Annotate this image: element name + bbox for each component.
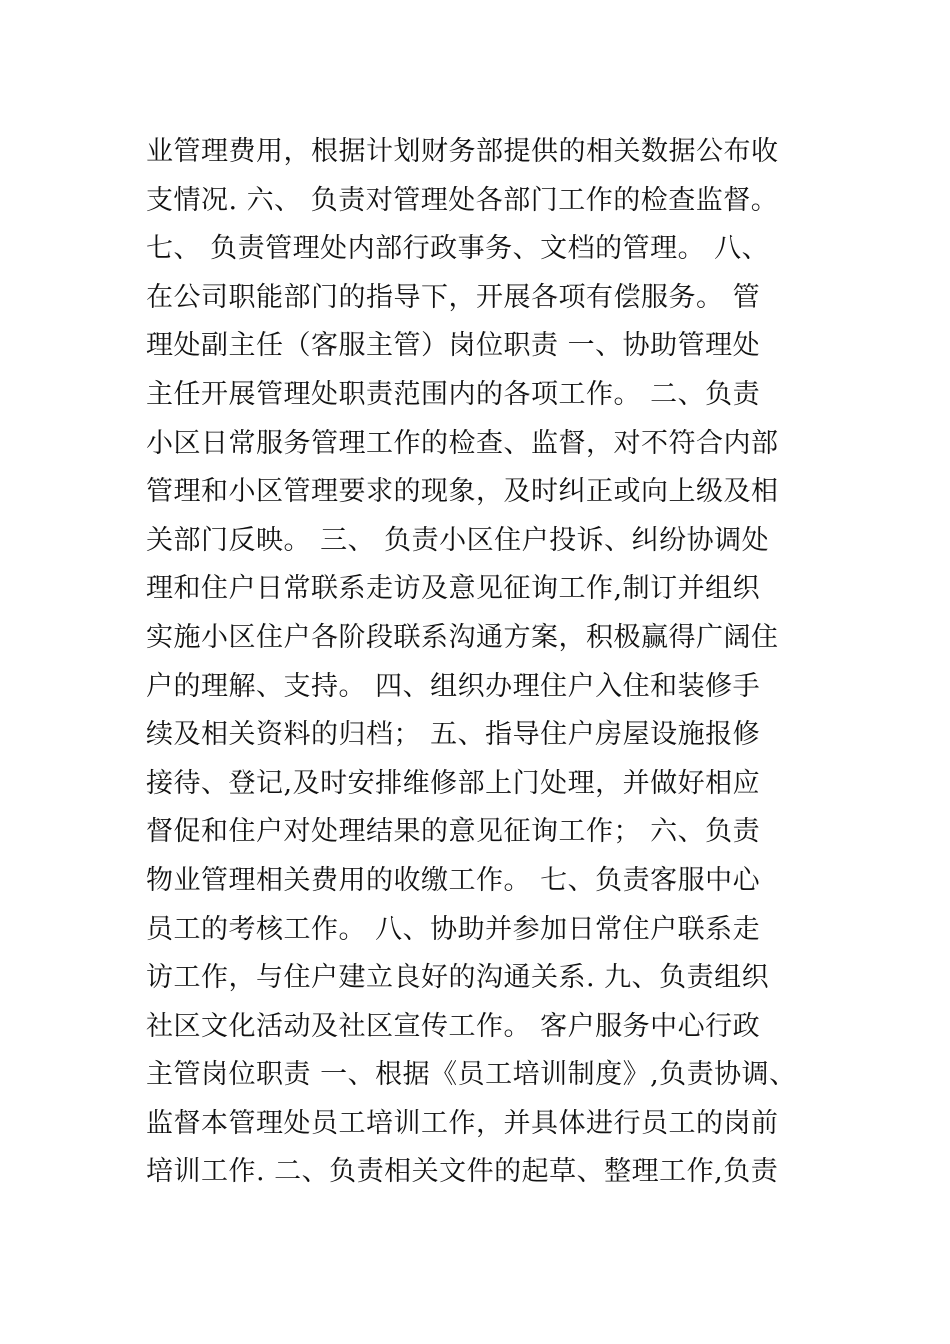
- text-line: 物业管理相关费用的收缴工作。 七、负责客服中心: [146, 864, 761, 896]
- text-line: 业管理费用，根据计划财务部提供的相关数据公布收: [146, 136, 779, 167]
- text-line: 续及相关资料的归档； 五、指导住户房屋设施报修: [146, 719, 761, 751]
- text-line: 七、 负责管理处内部行政事务、文档的管理。 八、: [146, 233, 770, 265]
- body-text: [146, 128, 846, 1197]
- text-line: 主任开展管理处职责范围内的各项工作。 二、负责: [146, 378, 761, 410]
- text-line: 理处副主任（客服主管）岗位职责 一、协助管理处: [146, 330, 761, 362]
- text-line: 督促和住户对处理结果的意见征询工作； 六、负责: [146, 816, 761, 848]
- text-line: 培训工作. 二、负责相关文件的起草、整理工作,负责: [146, 1156, 779, 1188]
- text-line: 主管岗位职责 一、根据《员工培训制度》,负责协调、: [146, 1059, 797, 1091]
- text-line: 关部门反映。 三、 负责小区住户投诉、纠纷协调处: [146, 524, 770, 556]
- text-line: 监督本管理处员工培训工作，并具体进行员工的岗前: [146, 1107, 779, 1139]
- text-line: 支情况. 六、 负责对管理处各部门工作的检查监督。: [146, 184, 779, 216]
- text-line: 小区日常服务管理工作的检查、监督，对不符合内部: [146, 427, 779, 459]
- text-line: 在公司职能部门的指导下，开展各项有偿服务。 管: [146, 281, 761, 313]
- text-line: 社区文化活动及社区宣传工作。 客户服务中心行政: [146, 1010, 761, 1042]
- text-line: 员工的考核工作。 八、协助并参加日常住户联系走: [146, 913, 761, 945]
- text-line: 户的理解、支持。 四、组织办理住户入住和装修手: [146, 670, 761, 702]
- text-line: 管理和小区管理要求的现象，及时纠正或向上级及相: [146, 476, 779, 508]
- text-line: 访工作，与住户建立良好的沟通关系. 九、负责组织: [146, 962, 770, 994]
- text-line: 实施小区住户各阶段联系沟通方案，积极赢得广阔住: [146, 621, 779, 653]
- text-line: 理和住户日常联系走访及意见征询工作,制订并组织: [146, 573, 761, 605]
- text-line: 接待、登记,及时安排维修部上门处理，并做好相应: [146, 767, 761, 799]
